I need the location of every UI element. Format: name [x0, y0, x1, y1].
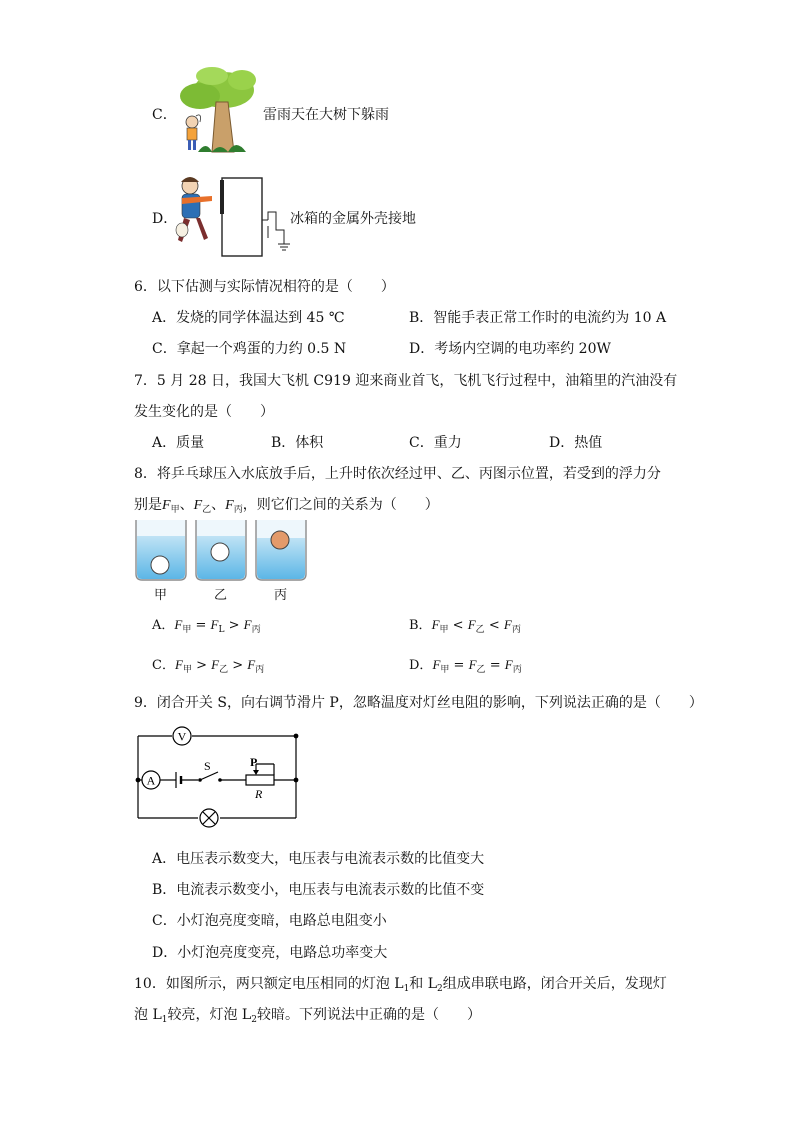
q8-option-d: D．$F_甲 = F_乙 = F_丙$ — [409, 657, 522, 675]
q9-option-c: C．小灯泡亮度变暗，电路总电阻变小 — [152, 913, 387, 929]
q9-option-b: B．电流表示数变小，电压表与电流表示数的比值不变 — [152, 882, 485, 898]
switch-symbol — [200, 772, 218, 780]
q10-stem-line1: 10．如图所示，两只额定电压相同的灯泡 $L_1$和 $L_2$组成串联电路，闭合开关后，发现灯 — [134, 976, 667, 994]
beaker-yi — [196, 520, 246, 580]
q5-option-c-letter: C． — [152, 107, 177, 123]
q8-stem-line1: 8．将乒乓球压入水底放手后，上升时依次经过甲、乙、丙图示位置，若受到的浮力分 — [134, 466, 661, 482]
q7-stem-line1: 7．5 月 28 日，我国大飞机 C919 迎来商业首飞，飞机飞行过程中，油箱里的汽油没有 — [134, 373, 678, 389]
q5-option-c-text: 雷雨天在大树下躲雨 — [263, 107, 389, 123]
q6-option-c: C．拿起一个鸡蛋的力约 0.5 N — [152, 341, 347, 357]
beaker-jia — [136, 520, 186, 580]
beaker-bing — [256, 520, 306, 580]
slider-label: P — [250, 755, 258, 769]
q10-stem-line2: 泡 $L_1$较亮，灯泡 $L_2$较暗。下列说法中正确的是（ ） — [134, 1007, 481, 1025]
rheostat-label: R — [255, 787, 263, 801]
voltmeter-label: V — [177, 729, 187, 744]
q7-option-b: B．体积 — [271, 435, 324, 451]
q5-option-d-letter: D． — [152, 211, 178, 227]
rheostat-symbol — [246, 775, 274, 785]
q7-option-d: D．热值 — [549, 435, 603, 451]
q6-option-b: B．智能手表正常工作时的电流约为 10 A — [409, 310, 667, 326]
circuit-diagram — [128, 722, 304, 830]
q9-option-d: D．小灯泡亮度变亮，电路总功率变大 — [152, 945, 388, 961]
q6-option-d: D．考场内空调的电功率约 20W — [409, 341, 611, 357]
q8-option-b: B．$F_甲 < F_乙 < F_丙$ — [409, 617, 521, 635]
q9-stem: 9．闭合开关 S，向右调节滑片 P，忽略温度对灯丝电阻的影响，下列说法正确的是（ ） — [134, 695, 703, 711]
q8-stem-line2: 别是$F_甲$、$F_乙$、$F_丙$，则它们之间的关系为（ ） — [134, 497, 439, 515]
q9-option-a: A．电压表示数变大，电压表与电流表示数的比值变大 — [152, 851, 485, 867]
fridge-ground-illustration — [172, 174, 290, 258]
q6-stem: 6．以下估测与实际情况相符的是（ ） — [134, 279, 395, 295]
q7-option-c: C．重力 — [409, 435, 462, 451]
q7-stem-line2: 发生变化的是（ ） — [134, 404, 274, 420]
q8-option-a: A．$F_甲 = F_L > F_丙$ — [152, 617, 261, 635]
switch-label: S — [204, 759, 211, 773]
label-yi: 乙 — [214, 588, 228, 603]
tree-rain-illustration — [172, 66, 258, 158]
q5-option-d-text: 冰箱的金属外壳接地 — [290, 211, 416, 227]
label-jia: 甲 — [154, 588, 168, 603]
q8-option-c: C．$F_甲 > F_乙 > F_丙$ — [152, 657, 265, 675]
q6-option-a: A．发烧的同学体温达到 45 ℃ — [152, 310, 345, 326]
ammeter-label: A — [146, 773, 156, 788]
q7-option-a: A．质量 — [152, 435, 205, 451]
label-bing: 丙 — [274, 588, 288, 603]
